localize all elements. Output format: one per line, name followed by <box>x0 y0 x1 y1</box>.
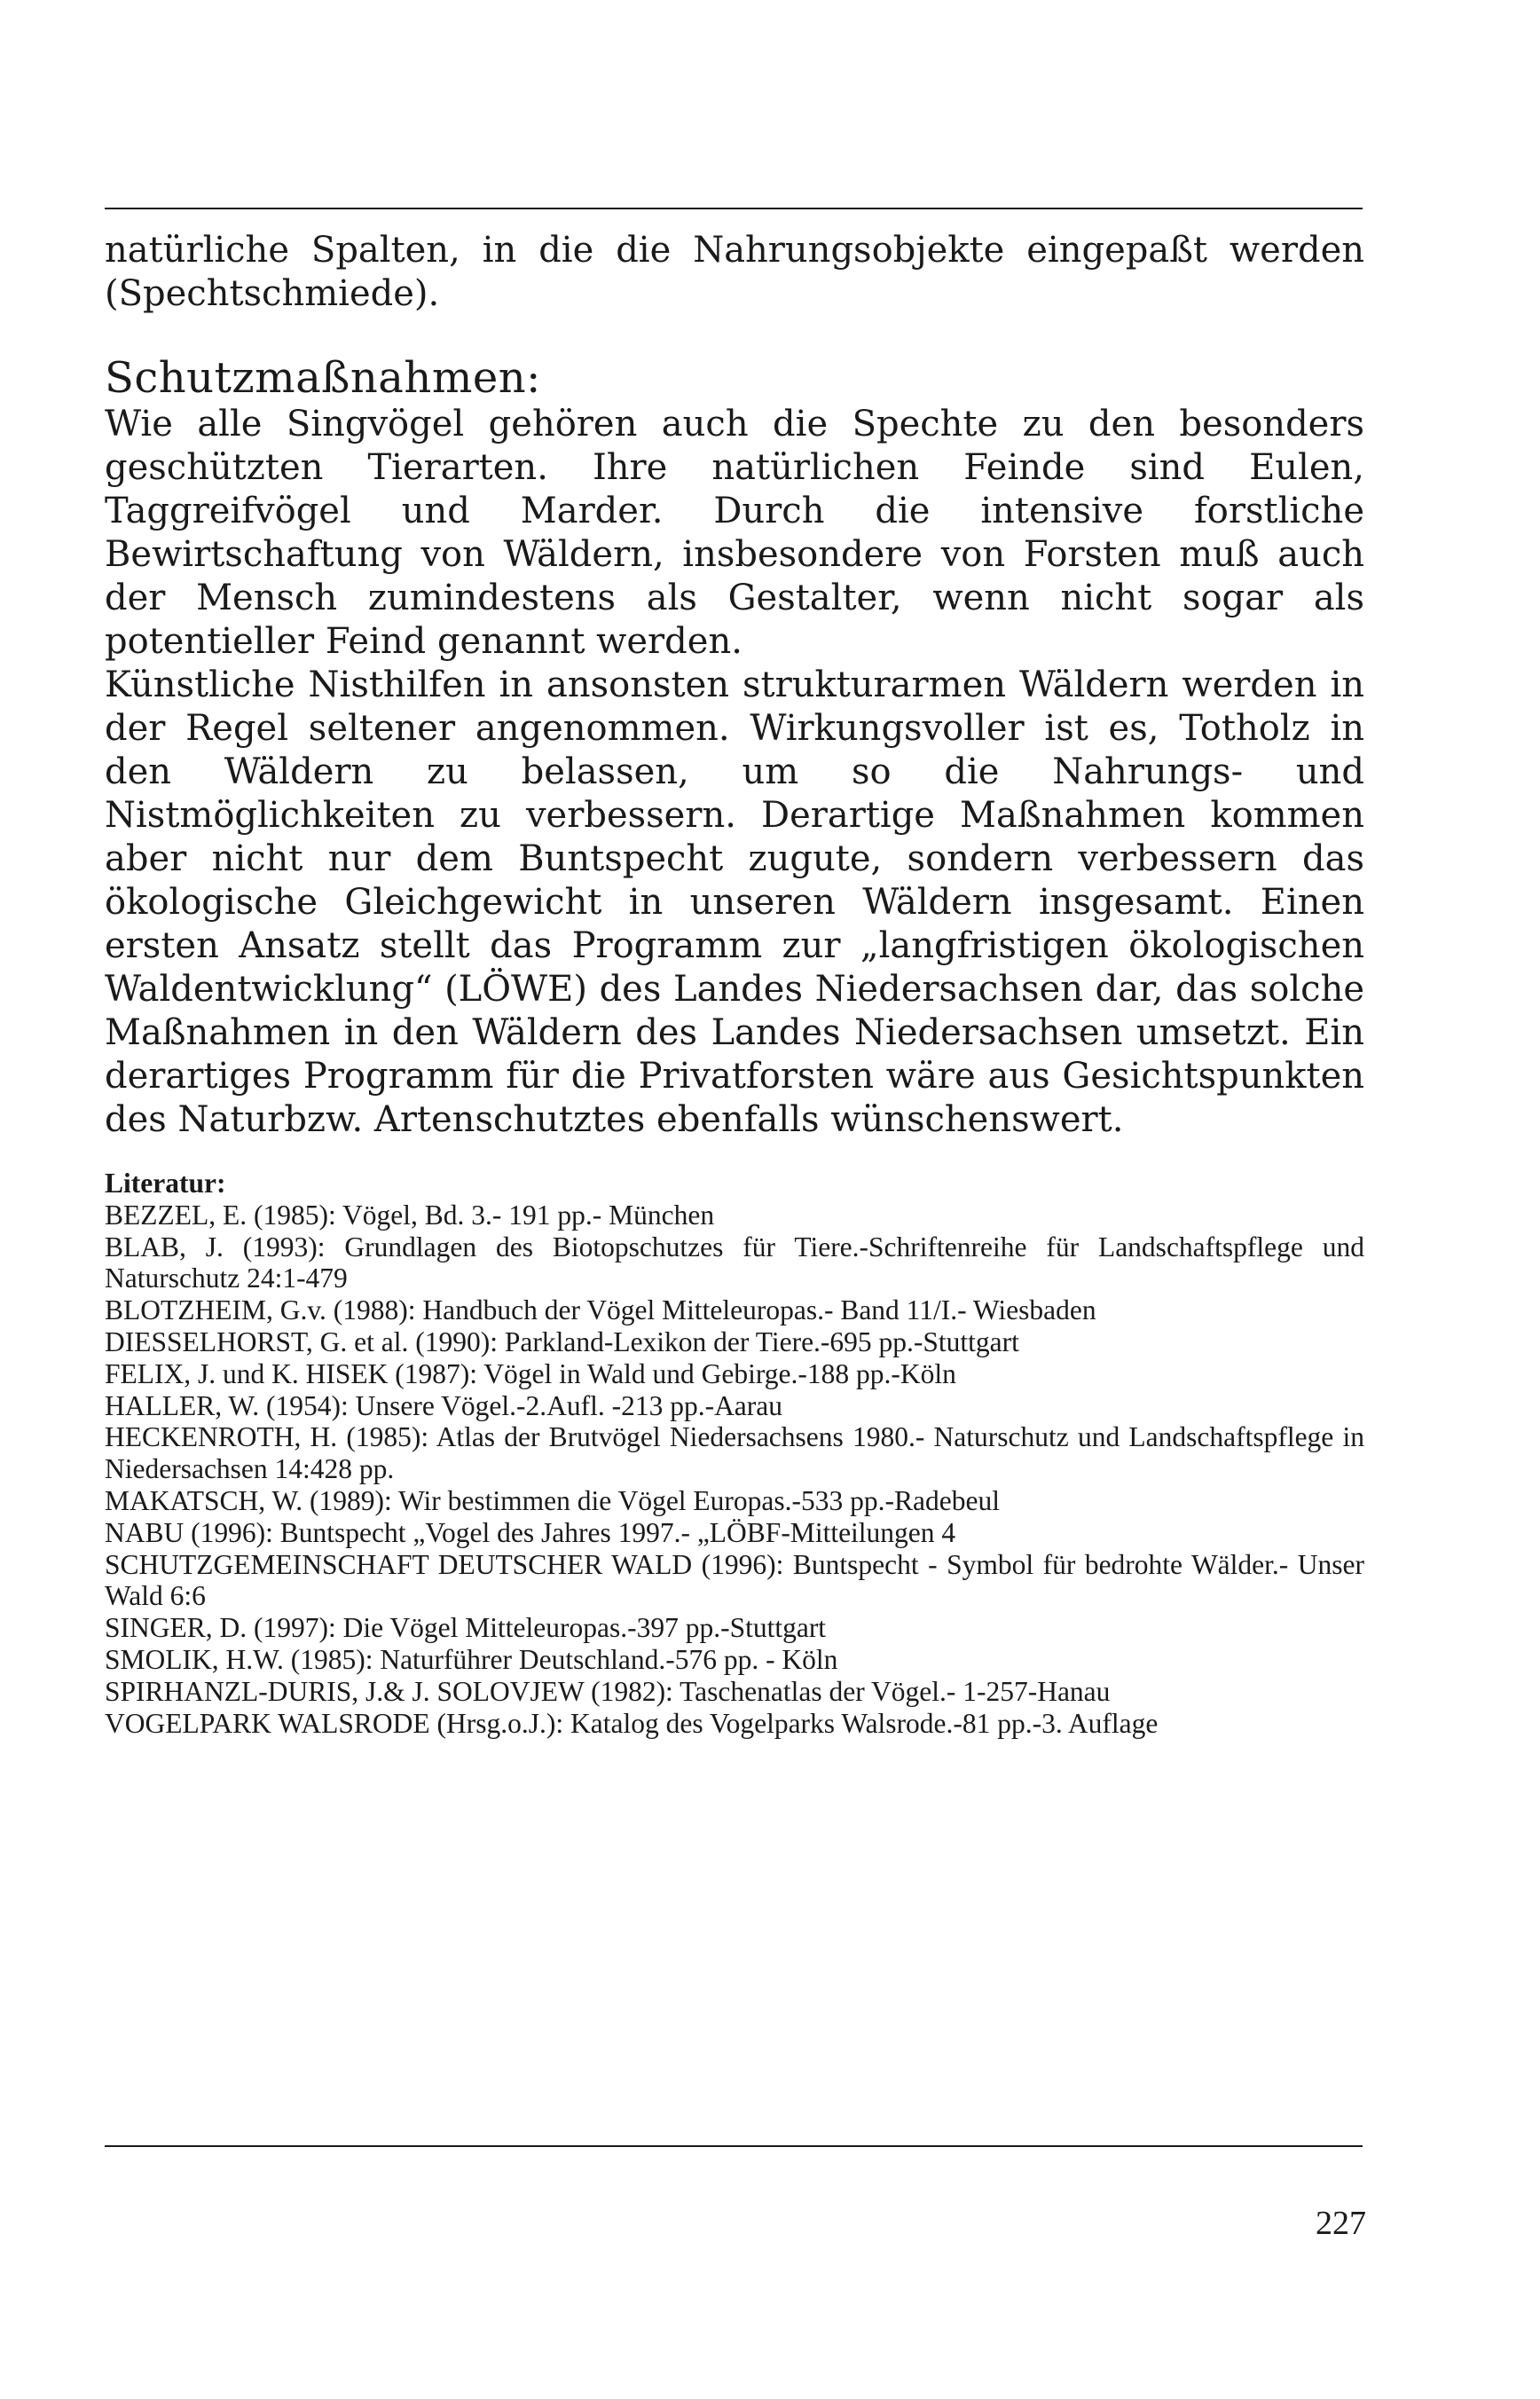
literature-section <box>105 1168 1364 1739</box>
literature-entry: FELIX, J. und K. HISEK (1987): Vögel in Wald und Gebirge.-188 pp.-Köln <box>105 1357 956 1389</box>
literature-entry: MAKATSCH, W. (1989): Wir bestimmen die Vögel Europas.-533 pp.-Radebeul <box>105 1484 1000 1516</box>
literature-entry: VOGELPARK WALSRODE (Hrsg.o.J.): Katalog des Vogelparks Walsrode.-81 pp.-3. Auflage <box>105 1707 1159 1739</box>
literature-entry: SINGER, D. (1997): Die Vögel Mitteleuropas.-397 pp.-Stuttgart <box>105 1612 827 1644</box>
literature-entry: SMOLIK, H.W. (1985): Naturführer Deutschland.-576 pp. - Köln <box>105 1643 838 1675</box>
literature-entry: HALLER, W. (1954): Unsere Vögel.-2.Aufl. -213 pp.-Aarau <box>105 1389 783 1421</box>
literature-entry: BLOTZHEIM, G.v. (1988): Handbuch der Vögel Mitteleuropas.- Band 11/I.- Wiesbaden <box>105 1294 1096 1326</box>
literature-entry: HECKENROTH, H. (1985): Atlas der Brutvögel Niedersachsens 1980.- Naturschutz und Landschaftspflege in Niedersachsen 14:428 pp. <box>105 1421 1364 1485</box>
literature-entry: NABU (1996): Buntspecht „Vogel des Jahres 1997.- „LÖBF-Mitteilungen 4 <box>105 1516 956 1548</box>
page-number: 227 <box>1316 2205 1366 2242</box>
literature-entry: SPIRHANZL-DURIS, J.& J. SOLOVJEW (1982): Taschenatlas der Vögel.- 1-257-Hanau <box>105 1675 1111 1707</box>
intro-text: natürliche Spalten, in die die Nahrungsobjekte eingepaßt werden (Spechtschmiede). <box>105 230 1364 314</box>
section-heading: Schutzmaßnahmen: <box>105 353 541 403</box>
bottom-rule <box>105 2145 1363 2147</box>
section-body <box>105 403 1364 1142</box>
section-paragraph-2: Künstliche Nisthilfen in ansonsten strukturarmen Wäldern werden in der Regel seltener angenommen. Wirkungsvoller ist es, Totholz in den Wäldern zu belassen, um so die Nahrungs- und Nistmöglichkeiten zu verbessern. Derartige Maßnahmen kommen aber nicht nur dem Buntspecht zugute, sondern verbessern das ökologische Gleichgewicht in unseren Wäldern insgesamt. Einen ersten Ansatz stellt das Programm zur „langfristigen ökologischen Waldentwicklung“ (LÖWE) des Landes Niedersachsen dar, das solche Maßnahmen in den Wäldern des Landes Niedersachsen umsetzt. Ein derartiges Programm für die Privatforsten wäre aus Gesichtspunkten des Naturbzw. Artenschutztes ebenfalls wünschenswert. <box>105 665 1364 1140</box>
literature-entry: BLAB, J. (1993): Grundlagen des Biotopschutzes für Tiere.-Schriftenreihe für Landschaftspflege und Naturschutz 24:1-479 <box>105 1231 1364 1294</box>
section-paragraph-1: Wie alle Singvögel gehören auch die Spechte zu den besonders geschützten Tierarten. Ihre natürlichen Feinde sind Eulen, Taggreifvögel und Marder. Durch die intensive forstliche Bewirtschaftung von Wäldern, insbesondere von Forsten muß auch der Mensch zumindestens als Gestalter, wenn nicht sogar als potentieller Feind genannt werden. <box>105 404 1364 662</box>
literature-entry: DIESSELHORST, G. et al. (1990): Parkland-Lexikon der Tiere.-695 pp.-Stuttgart <box>105 1325 1019 1357</box>
literature-entry: BEZZEL, E. (1985): Vögel, Bd. 3.- 191 pp.- München <box>105 1199 715 1231</box>
intro-paragraph <box>105 229 1364 316</box>
literature-entry: SCHUTZGEMEINSCHAFT DEUTSCHER WALD (1996): Buntspecht - Symbol für bedrohte Wälder.- Unser Wald 6:6 <box>105 1548 1364 1612</box>
top-rule <box>105 208 1363 209</box>
literature-title: Literatur: <box>105 1168 226 1199</box>
literature-list <box>105 1200 1364 1740</box>
